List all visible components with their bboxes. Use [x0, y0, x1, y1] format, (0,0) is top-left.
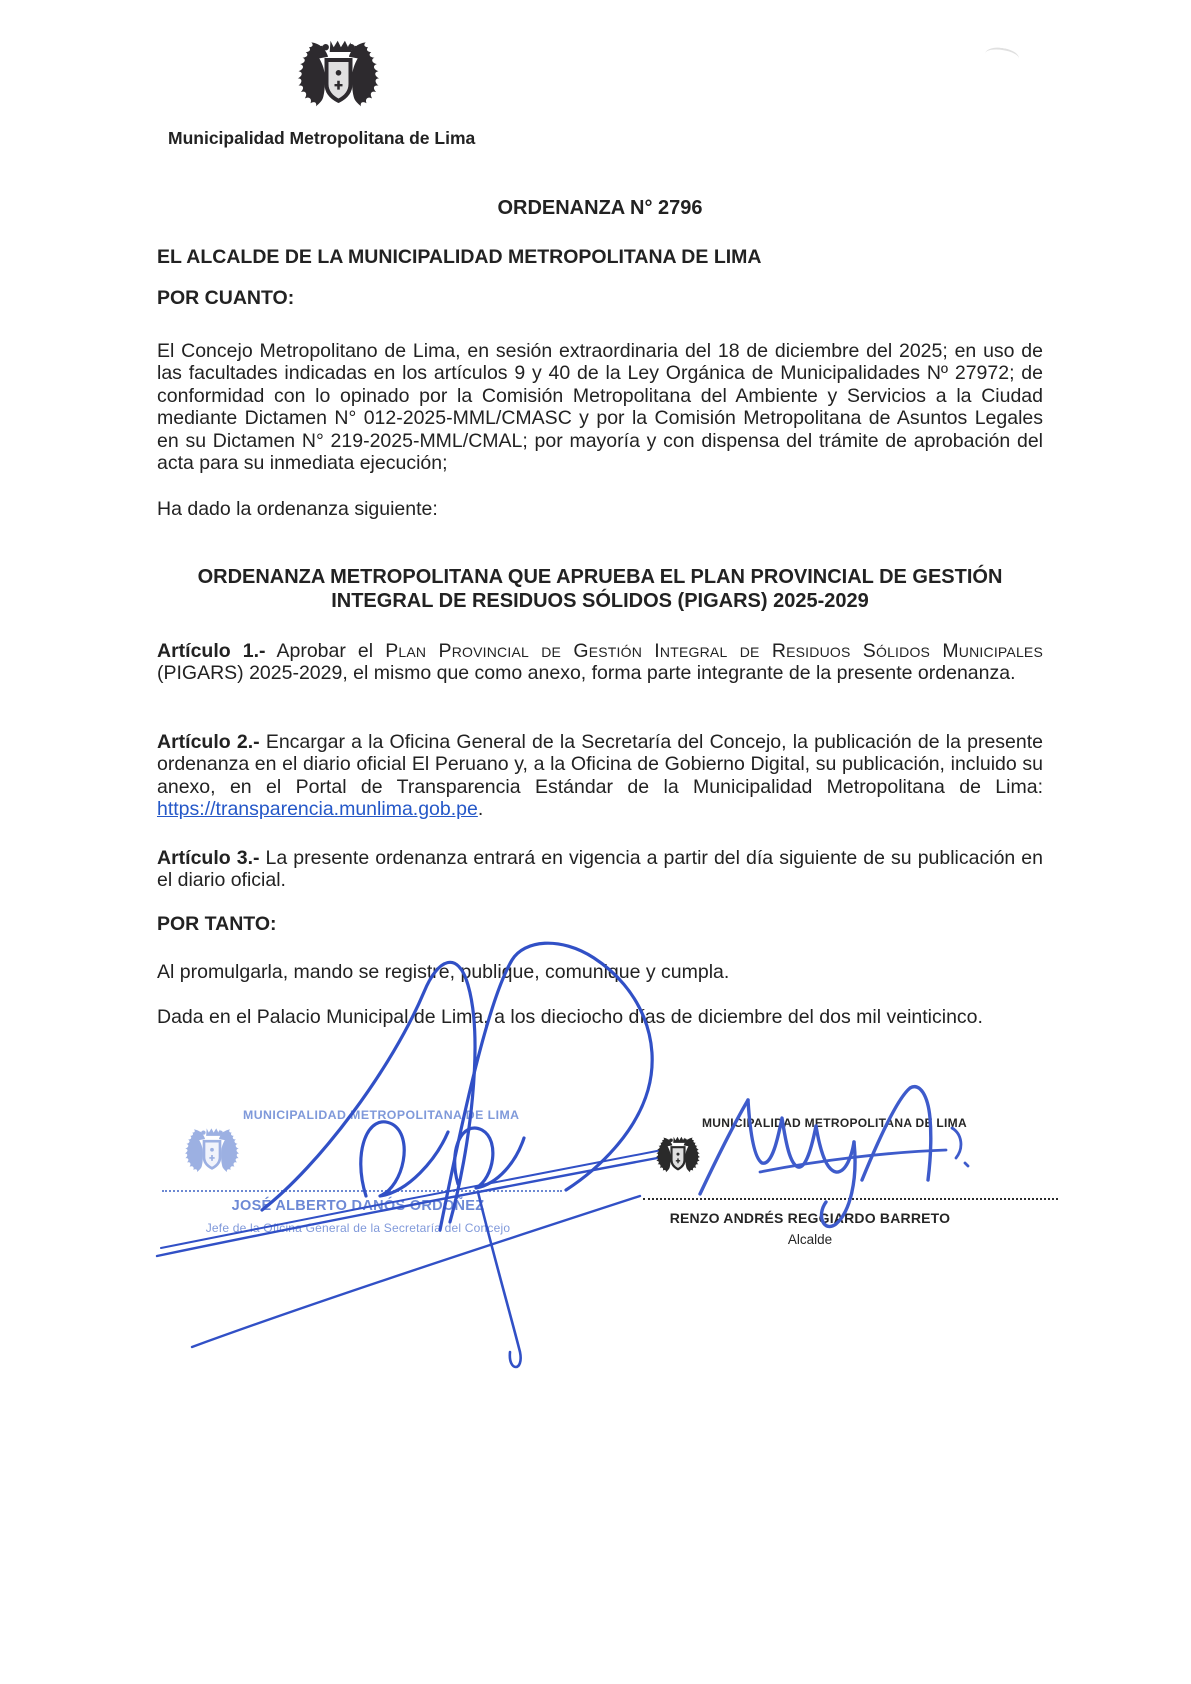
left-stamp-text: MUNICIPALIDAD METROPOLITANA DE LIMA — [243, 1108, 520, 1122]
article-2-after-link: . — [477, 798, 484, 821]
right-signature-dotted-line — [643, 1198, 1058, 1200]
salutation-line: EL ALCALDE DE LA MUNICIPALIDAD METROPOLITANA DE LIMA — [157, 246, 762, 268]
right-stamp-coat-of-arms-icon — [652, 1130, 704, 1186]
article-2 — [157, 731, 1043, 821]
ordinance-heading-line1: ORDENANZA METROPOLITANA QUE APRUEBA EL PLAN PROVINCIAL DE GESTIÓN — [197, 566, 1003, 588]
article-1-pre: Aprobar el — [265, 640, 386, 662]
transparency-portal-link[interactable]: https://transparencia.munlima.gob.pe — [157, 798, 478, 821]
left-stamp-coat-of-arms-icon — [180, 1125, 244, 1184]
article-3-label: Artículo 3.- — [157, 847, 260, 869]
left-signatory-name: JOSÉ ALBERTO DANÓS ORDOÑEZ — [231, 1198, 485, 1214]
article-3 — [157, 847, 1043, 892]
preamble-paragraph: El Concejo Metropolitano de Lima, en sesión extraordinaria del 18 de diciembre del 2025; en uso de las facultades indicadas en los artículos 9 y 40 de la Ley Orgánica de Municipalidades Nº 27972; de conformidad con lo opinado por la Comisión Metropolitana del Ambiente y Servicios a la Ciudad mediante Dictamen N° 012-2025-MML/CMASC y por la Comisión Metropolitana de Asuntos Legales en su Dictamen N° 219-2025-MML/CMAL; por mayoría y con dispensa del trámite de aprobación del acta para su inmediata ejecución; — [157, 340, 1043, 475]
right-stamp-text: MUNICIPALIDAD METROPOLITANA DE LIMA — [702, 1116, 967, 1130]
enactment-line: Ha dado la ordenanza siguiente: — [157, 498, 438, 520]
promulgation-line: Al promulgarla, mando se registre, publique, comunique y cumpla. — [157, 961, 730, 983]
article-1-post: (PIGARS) 2025-2029, el mismo que como anexo, forma parte integrante de la presente ordenanza. — [157, 662, 1016, 685]
right-signatory-role: Alcalde — [787, 1232, 833, 1247]
ordinance-heading-line2: INTEGRAL DE RESIDUOS SÓLIDOS (PIGARS) 2025-2029 — [331, 589, 869, 612]
doc-title: ORDENANZA N° 2796 — [497, 197, 703, 219]
right-signatory-name: RENZO ANDRÉS REGGIARDO BARRETO — [669, 1210, 951, 1226]
article-1 — [157, 640, 1043, 685]
scan-artifact — [984, 45, 1020, 66]
ordinance-heading — [157, 566, 1043, 613]
article-2-label: Artículo 2.- — [157, 731, 260, 753]
por-cuanto-label: POR CUANTO: — [157, 287, 295, 309]
left-signature-dotted-line — [162, 1190, 562, 1192]
place-date-line: Dada en el Palacio Municipal de Lima, a los dieciocho días de diciembre del dos mil veinticinco. — [157, 1006, 983, 1028]
org-name: Municipalidad Metropolitana de Lima — [168, 128, 476, 148]
article-1-plan-name: Plan Provincial de Gestión Integral de Residuos Sólidos Municipales — [385, 640, 1044, 662]
article-3-body: La presente ordenanza entrará en vigencia a partir del día siguiente de su publicación en el diario oficial. — [157, 847, 1043, 892]
por-tanto-label: POR TANTO: — [157, 913, 277, 935]
left-signatory-role: Jefe de la Oficina General de la Secretaría del Concejo — [205, 1221, 511, 1235]
article-1-label: Artículo 1.- — [157, 640, 266, 662]
lima-coat-of-arms-icon — [290, 36, 387, 124]
article-2-body: Encargar a la Oficina General de la Secretaría del Concejo, la publicación de la presente ordenanza en el diario oficial El Peruano y, a la Oficina de Gobierno Digital, su publicación, incluido su anexo, en el Portal de Transparencia Estándar de la Municipalidad Metropolitana de Lima: — [157, 731, 1043, 798]
